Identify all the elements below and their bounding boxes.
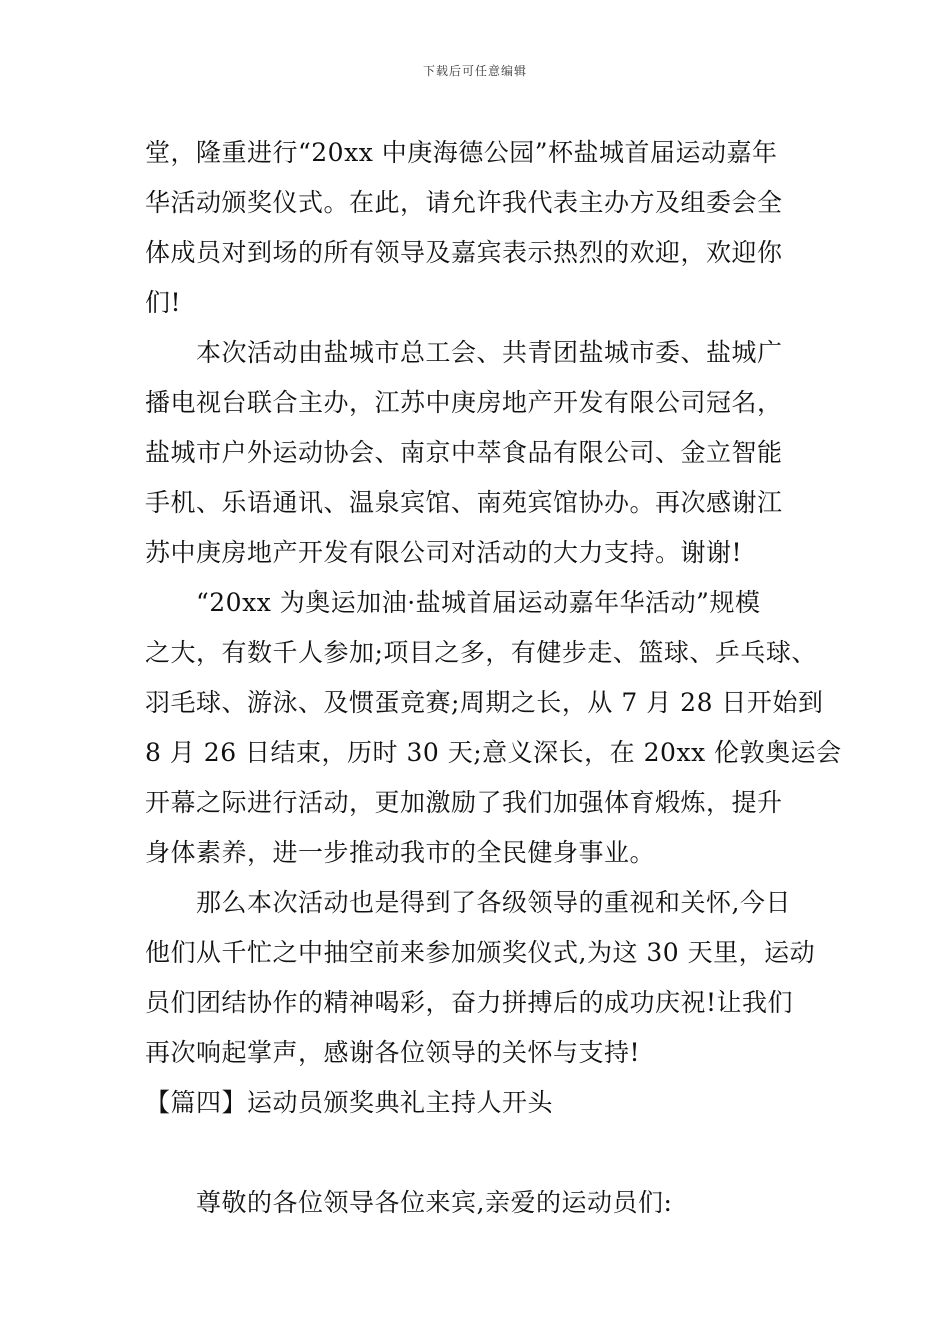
paragraph-line: 员们团结协作的精神喝彩，奋力拼搏后的成功庆祝!让我们 bbox=[145, 988, 794, 1017]
paragraph-line: 那么本次活动也是得到了各级领导的重视和关怀,今日 bbox=[196, 888, 791, 917]
section-heading: 【篇四】运动员颁奖典礼主持人开头 bbox=[145, 1088, 554, 1117]
paragraph-line: 之大，有数千人参加;项目之多，有健步走、篮球、乒乓球、 bbox=[145, 638, 817, 667]
paragraph-line: 华活动颁奖仪式。在此，请允许我代表主办方及组委会全 bbox=[145, 188, 783, 217]
paragraph-line: 他们从千忙之中抽空前来参加颁奖仪式,为这 30 天里，运动 bbox=[145, 938, 816, 967]
paragraph-line: 播电视台联合主办，江苏中庚房地产开发有限公司冠名， bbox=[145, 388, 783, 417]
paragraph-line: 本次活动由盐城市总工会、共青团盐城市委、盐城广 bbox=[196, 338, 783, 367]
paragraph-line: 们! bbox=[145, 288, 182, 317]
paragraph-line: 堂，隆重进行“20xx 中庚海德公园”杯盐城首届运动嘉年 bbox=[145, 138, 778, 167]
page-header: 下载后可任意编辑 bbox=[422, 64, 527, 78]
paragraph-line: 手机、乐语通讯、温泉宾馆、南苑宾馆协办。再次感谢江 bbox=[145, 488, 783, 517]
document-body bbox=[145, 128, 842, 1228]
paragraph-line: 羽毛球、游泳、及惯蛋竞赛;周期之长，从 7 月 28 日开始到 bbox=[145, 688, 824, 717]
paragraph-line: 苏中庚房地产开发有限公司对活动的大力支持。谢谢! bbox=[145, 538, 743, 567]
paragraph-line: “20xx 为奥运加油·盐城首届运动嘉年华活动”规模 bbox=[196, 588, 761, 617]
paragraph-line: 开幕之际进行活动，更加激励了我们加强体育煅炼，提升 bbox=[145, 788, 783, 817]
paragraph-line: 身体素养，进一步推动我市的全民健身事业。 bbox=[145, 838, 656, 867]
greeting-line: 尊敬的各位领导各位来宾,亲爱的运动员们: bbox=[196, 1188, 673, 1217]
spacer bbox=[145, 1128, 835, 1178]
paragraph-line: 再次响起掌声，感谢各位领导的关怀与支持! bbox=[145, 1038, 641, 1067]
paragraph-line: 8 月 26 日结束，历时 30 天;意义深长，在 20xx 伦敦奥运会 bbox=[145, 738, 842, 767]
paragraph-line: 体成员对到场的所有领导及嘉宾表示热烈的欢迎，欢迎你 bbox=[145, 238, 783, 267]
paragraph-line: 盐城市户外运动协会、南京中萃食品有限公司、金立智能 bbox=[145, 438, 783, 467]
